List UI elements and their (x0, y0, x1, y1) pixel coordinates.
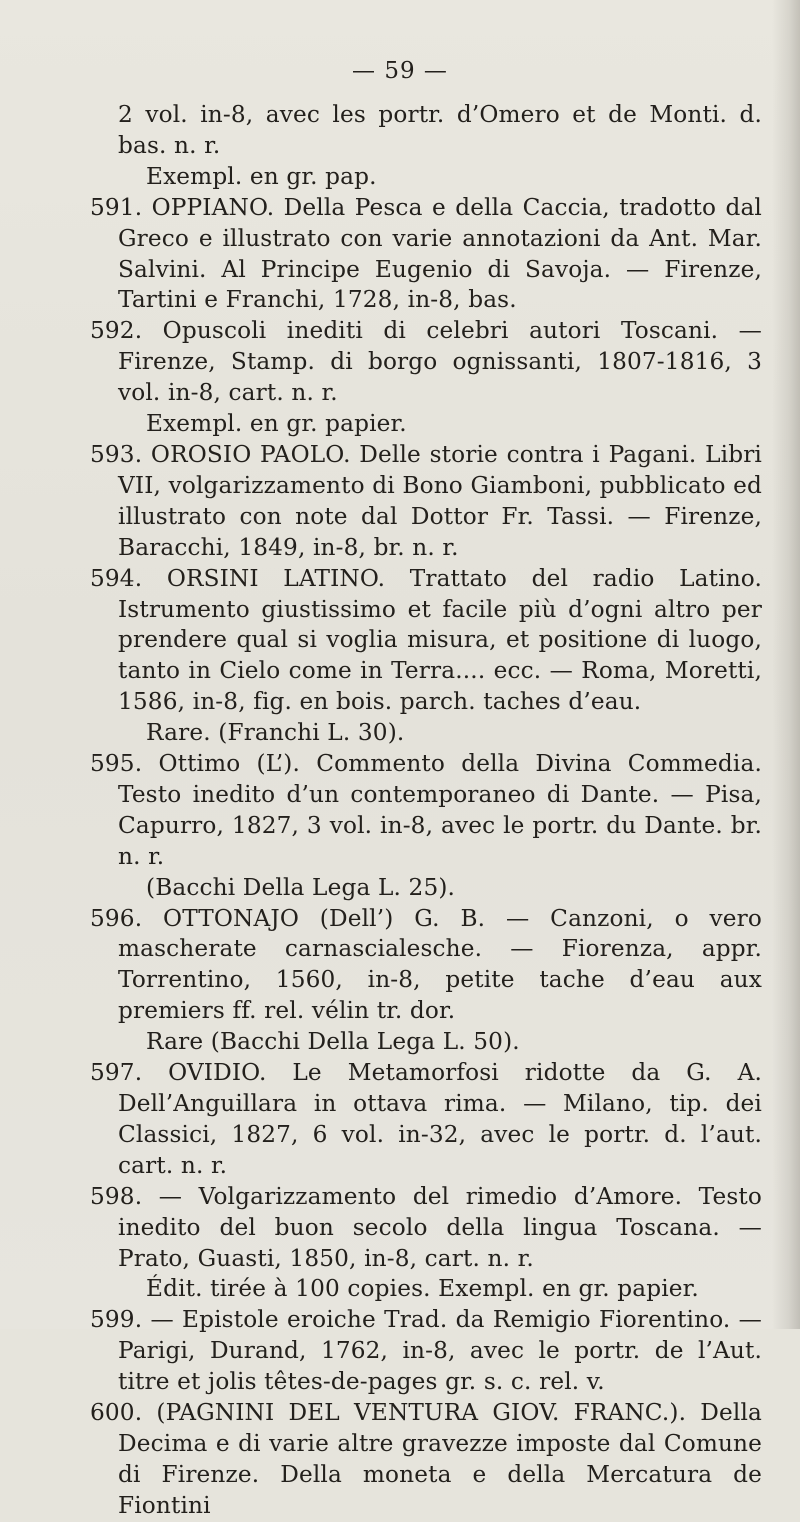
catalogue-entry-600: 600. (PAGNINI DEL VENTURA GIOV. FRANC.). Della Decima e di varie altre gravezze imposte dal Comune di Firenze. Della moneta e della Mercatura de Fiontini (90, 1399, 762, 1519)
catalogue-entry-597: 597. OVIDIO. Le Metamorfosi ridotte da G. A. Dell’Anguillara in ottava rima. — Milano, tip. dei Classici, 1827, 6 vol. in-32, avec le portr. d. l’aut. cart. n. r. (90, 1059, 762, 1179)
entry-note: Édit. tirée à 100 copies. Exempl. en gr. papier. (146, 1275, 699, 1303)
catalogue-entry-598: 598. — Volgarizzamento del rimedio d’Amore. Testo inedito del buon secolo della lingua Toscana. — Prato, Guasti, 1850, in-8, cart. n. r. (90, 1182, 762, 1272)
entry-note: Exempl. en gr. pap. (146, 162, 377, 190)
entry-note: Rare. (Franchi L. 30). (146, 719, 405, 747)
page-gutter-shadow (772, 0, 800, 1329)
catalogue-entries (90, 100, 762, 1522)
catalogue-entry-599: 599. — Epistole eroiche Trad. da Remigio Fiorentino. — Parigi, Durand, 1762, in-8, avec le portr. de l’Aut. titre et jolis têtes-de-pages gr. s. c. rel. v. (90, 1306, 762, 1396)
entry-note: Exempl. en gr. papier. (146, 410, 407, 438)
catalogue-entry-593: 593. OROSIO PAOLO. Delle storie contra i Pagani. Libri VII, volgarizzamento di Bono Giamboni, pubblicato ed illustrato con note dal Dottor Fr. Tassi. — Firenze, Baracchi, 1849, in-8, br. n. r. (90, 440, 762, 561)
catalogue-entry-594: 594. ORSINI LATINO. Trattato del radio Latino. Istrumento giustissimo et facile più d’ogni altro per prendere qual si voglia misura, et positione di luogo, tanto in Cielo come in Terra.... ecc. — Roma, Moretti, 1586, in-8, fig. en bois. parch. taches d’eau. (90, 564, 762, 716)
catalogue-entry-596: 596. OTTONAJO (Dell’) G. B. — Canzoni, o vero mascherate carnascialesche. — Fiorenza, appr. Torrentino, 1560, in-8, petite tache d’eau aux premiers ff. rel. vélin tr. dor. (90, 904, 762, 1025)
page-number: — 59 — (352, 58, 448, 84)
entry-continuation: 2 vol. in-8, avec les portr. d’Omero et de Monti. d. bas. n. r. (118, 101, 762, 159)
catalogue-entry-591: 591. OPPIANO. Della Pesca e della Caccia, tradotto dal Greco e illustrato con varie annotazioni da Ant. Mar. Salvini. Al Principe Eugenio di Savoja. — Firenze, Tartini e Franchi, 1728, in-8, bas. (90, 193, 762, 314)
entry-note: (Bacchi Della Lega L. 25). (146, 873, 456, 901)
entry-note: Rare (Bacchi Della Lega L. 50). (146, 1028, 520, 1056)
catalogue-entry-595: 595. Ottimo (L’). Commento della Divina Commedia. Testo inedito d’un contemporaneo di Dante. — Pisa, Capurro, 1827, 3 vol. in-8, avec le portr. du Dante. br. n. r. (90, 750, 762, 870)
catalogue-entry-592: 592. Opuscoli inediti di celebri autori Toscani. — Firenze, Stamp. di borgo ognissanti, 1807-1816, 3 vol. in-8, cart. n. r. (90, 317, 762, 407)
